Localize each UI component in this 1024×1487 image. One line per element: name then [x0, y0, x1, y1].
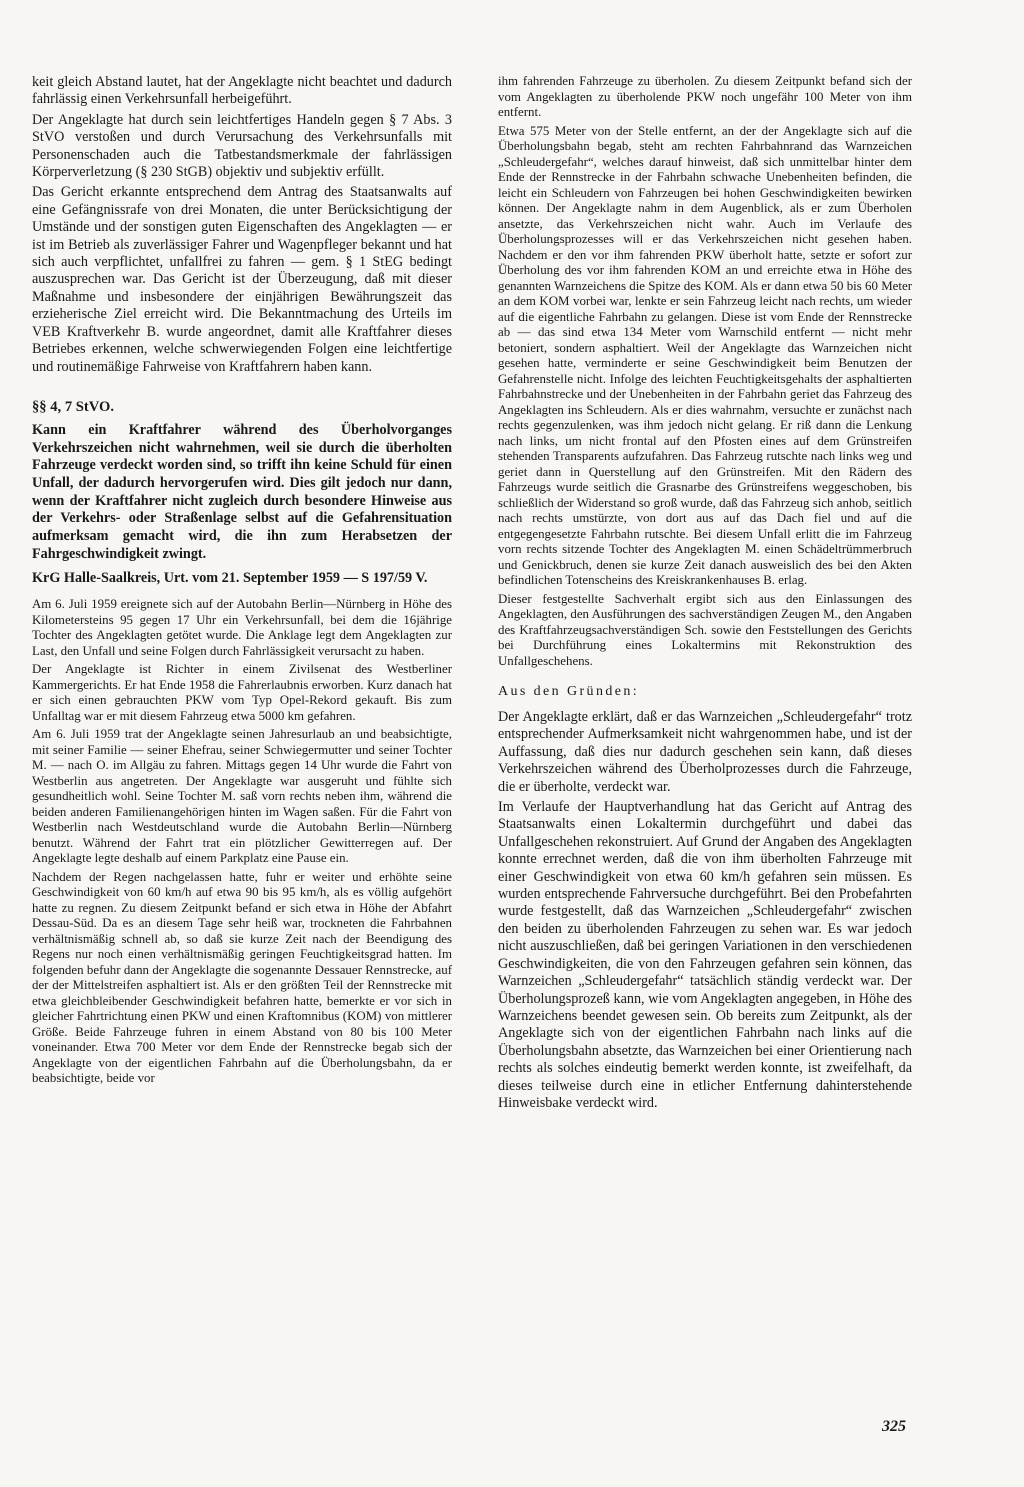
paragraph: Der Angeklagte erklärt, daß er das Warnzeichen „Schleudergefahr“ trotz entsprechender Aufmerksamkeit nicht wahrgenommen habe, und ist der Auffassung, daß dies nur dadurch geschehen sein kann, daß dieses Verkehrszeichen während des Überholprozesses durch die Fahrzeuge, die er überholte, verdeckt war.	[498, 709, 912, 795]
paragraph: Der Angeklagte hat durch sein leichtfertiges Handeln gegen § 7 Abs. 3 StVO verstoßen und durch Verursachung des Verkehrsunfalls mit Personenschaden auch die Tatbestandsmerkmale der fahrlässigen Körperverletzung (§ 230 StGB) objektiv und subjektiv erfüllt.	[32, 111, 452, 181]
paragraph: ihm fahrenden Fahrzeuge zu überholen. Zu diesem Zeitpunkt befand sich der vom Angeklagten zu überholende PKW noch ungefähr 100 Meter von ihm entfernt.	[498, 74, 912, 119]
left-column	[32, 74, 452, 1090]
paragraph: keit gleich Abstand lautet, hat der Angeklagte nicht beachtet und dadurch fahrlässig einen Verkehrsunfall herbeigeführt.	[32, 74, 452, 108]
paragraph: Das Gericht erkannte entsprechend dem Antrag des Staatsanwalts auf eine Gefängnissrafe von drei Monaten, die unter Berücksichtigung der Umstände und der sonstigen guten Eigenschaften des Angeklagten — er ist im Betrieb als zuverlässiger Fahrer und Wagenpfleger bekannt und hat sich auch verpflichtet, unfallfrei zu fahren — gem. § 1 StEG bedingt auszusprechen war. Das Gericht ist der Überzeugung, daß mit dieser Maßnahme und insbesondere der einjährigen Bewährungszeit das erzieherische Ziel erreicht wird. Die Bekanntmachung des Urteils im VEB Kraftverkehr B. wurde angeordnet, damit alle Kraftfahrer dieses Betriebes erkennen, welche schwerwiegenden Folgen eine leichtfertige und routinemäßige Fahrweise von Kraftfahrern haben kann.	[32, 184, 452, 375]
grounds-heading: Aus den Gründen:	[498, 684, 640, 699]
right-column	[498, 74, 912, 1115]
court-citation: KrG Halle-Saalkreis, Urt. vom 21. September 1959 — S 197/59 V.	[32, 569, 428, 586]
paragraph: Etwa 575 Meter von der Stelle entfernt, an der der Angeklagte sich auf die Überholungsbahn begab, steht am rechten Fahrbahnrand das Warnzeichen „Schleudergefahr“, welches darauf hinweist, daß sich unmittelbar hinter dem Ende der Rennstrecke in der Fahrbahn schwache Unebenheiten befinden, die leicht ein Schleudern von Fahrzeugen bei hohen Geschwindigkeiten bewirken können. Der Angeklagte nahm in dem Augenblick, als er zum Überholen ansetzte, das Verkehrszeichen nicht wahr. Auch im Verlaufe des Überholungsprozesses will er das Verkehrszeichen nicht gesehen haben. Nachdem er den vor ihm fahrenden PKW überholt hatte, setzte er sofort zur Überholung des vor ihm fahrenden KOM an und erreichte etwa in Höhe des genannten Warnzeichens die Spitze des KOM. Als er dann etwa 50 bis 60 Meter an dem KOM vorbei war, lenkte er sein Fahrzeug leicht nach rechts, um wieder auf die eigentliche Fahrbahn zu gelangen. Diese ist vom Ende der Rennstrecke ab — das sind etwa 134 Meter vom Warnschild entfernt — nicht mehr betoniert, sondern asphaltiert. Weil der Angeklagte das Warnzeichen nicht gesehen hatte, verminderte er seine Geschwindigkeit beim Benutzen der Gefahrenstelle nicht. Infolge des leichten Feuchtigkeitsgehalts der asphaltierten Fahrbahnstrecke und der Unebenheiten in der Fahrbahn geriet das Fahrzeug des Angeklagten ins Schleudern. Als er dies wahrnahm, versuchte er zunächst nach rechts gegenzulenken, was ihm jedoch nicht gelang. Er riß dann die Lenkung nach links, um nicht frontal auf den Pfosten eines auf dem Grünstreifen stehenden Transparents aufzufahren. Das Fahrzeug rutschte nach links weg und geriet dann in Querstellung auf den Grünstreifen. Mit den Rädern des Fahrzeugs wurde seitlich die Grasnarbe des Grünstreifens weggeschoben, bis schließlich der Widerstand so groß wurde, daß das Fahrzeug sich anhob, seitlich nach rechts umstürzte, von dort aus auf das Dach fiel und auf die entgegengesetzte Fahrbahn rutschte. Bei diesem Unfall erlitt die im Fahrzeug vorn rechts sitzende Tochter des Angeklagten M. einen Schädeltrümmerbruch und Genickbruch, denen sie kurze Zeit danach ausweislich des bei den Akten befindlichen Totenscheins des Kreiskrankenhauses B. erlag.	[498, 123, 912, 587]
paragraph: Nachdem der Regen nachgelassen hatte, fuhr er weiter und erhöhte seine Geschwindigkeit von 60 km/h auf etwa 90 bis 95 km/h, als es völlig aufgehört hatte zu regnen. Zu diesem Zeitpunkt befand er sich etwa in Höhe der Abfahrt Dessau-Süd. Da es an diesem Tage sehr heiß war, trockneten die Fahrbahnen verhältnismäßig schnell ab, so daß sie kurze Zeit nach der Beendigung des Regens nur noch einen verhältnismäßig geringen Feuchtigkeitsgrad hatten. Im folgenden befuhr dann der Angeklagte die sogenannte Dessauer Rennstrecke, auf der der Mittelstreifen asphaltiert ist. Als er den größten Teil der Rennstrecke mit etwa gleichbleibender Geschwindigkeit befahren hatte, bemerkte er vor sich in gleicher Fahrtrichtung einen PKW und einen Kraftomnibus (KOM) von mittlerer Größe. Beide Fahrzeuge fuhren in einem Abstand von 80 bis 100 Meter voneinander. Etwa 700 Meter vor dem Ende der Rennstrecke begab sich der Angeklagte von der eigentlichen Fahrbahn auf die Überholungsbahn, da er beabsichtigte, beide vor	[32, 869, 452, 1086]
headnote: Kann ein Kraftfahrer während des Überholvorganges Verkehrszeichen nicht wahrnehmen, weil sie durch die überholten Fahrzeuge verdeckt worden sind, so trifft ihn keine Schuld für einen Unfall, der dadurch hervorgerufen wird. Dies gilt jedoch nur dann, wenn der Kraftfahrer nicht zugleich durch besondere Hinweise aus der Verkehrs- oder Straßenlage selbst auf die Gefahrensituation aufmerksam gemacht wird, die ihn zum Herabsetzen der Fahrgeschwindigkeit zwingt.	[32, 421, 452, 562]
page-number: 325	[882, 1418, 906, 1435]
paragraph: Im Verlaufe der Hauptverhandlung hat das Gericht auf Antrag des Staatsanwalts einen Lokaltermin durchgeführt und dabei das Unfallgeschehen rekonstruiert. Auf Grund der Angaben des Angeklagten konnte errechnet werden, daß die von ihm überholten Fahrzeuge mit einer Geschwindigkeit von etwa 60 km/h gefahren sein müssen. Es wurden entsprechende Fahrversuche durchgeführt. Bei den Probefahrten wurde festgestellt, daß das Warnzeichen „Schleudergefahr“ zwischen den beiden zu überholenden Fahrzeugen zu sehen war. Es war jedoch nicht auszuschließen, daß bei geringen Variationen in den verschiedenen Geschwindigkeiten, die von den Fahrzeugen gefahren sein können, das Warnzeichen „Schleudergefahr“ tatsächlich ständig verdeckt war. Der Überholungsprozeß kann, wie vom Angeklagten angegeben, in Höhe des Warnzeichens beendet gewesen sein. Ob bereits zum Zeitpunkt, als der Angeklagte sich von der eigentlichen Fahrbahn nach links auf die Überholungsbahn absetzte, das Warnzeichen bei einer Orientierung nach rechts als solches eindeutig bemerkt werden konnte, ist zweifelhaft, da dieses teilweise durch eine in etlicher Entfernung dahinterstehende Hinweisbake verdeckt wird.	[498, 799, 912, 1111]
paragraph: Am 6. Juli 1959 ereignete sich auf der Autobahn Berlin—Nürnberg in Höhe des Kilometersteins 95 gegen 17 Uhr ein Verkehrsunfall, bei dem die 16jährige Tochter des Angeklagten getötet wurde. Die Anklage legt dem Angeklagten zur Last, den Unfall und seine Folgen durch Fahrlässigkeit verursacht zu haben.	[32, 597, 452, 658]
paragraph: Am 6. Juli 1959 trat der Angeklagte seinen Jahresurlaub an und beabsichtigte, mit seiner Familie — seiner Ehefrau, seiner Schwiegermutter und seiner Tochter M. — nach O. im Allgäu zu fahren. Mittags gegen 14 Uhr wurde die Fahrt von Westberlin aus angetreten. Der Angeklagte war ausgeruht und fühlte sich gesundheitlich wohl. Seine Tochter M. saß vorn rechts neben ihm, während die beiden anderen Familienangehörigen hinten im Wagen saßen. Für die Fahrt von Westberlin nach Westdeutschland wurde die Autobahn Berlin—Nürnberg benutzt. Während der Fahrt trat ein plötzlicher Gewitterregen auf. Der Angeklagte legte deshalb auf einem Parkplatz eine Pause ein.	[32, 727, 452, 866]
paragraph: Der Angeklagte ist Richter in einem Zivilsenat des Westberliner Kammergerichts. Er hat Ende 1958 die Fahrerlaubnis erworben. Kurz danach hat er sich einen gebrauchten PKW vom Typ Opel-Rekord gekauft. Bis zum Unfalltag war er mit diesem Fahrzeug etwa 5000 km gefahren.	[32, 662, 452, 723]
paragraph: Dieser festgestellte Sachverhalt ergibt sich aus den Einlassungen des Angeklagten, den Ausführungen des sachverständigen Zeugen M., den Angaben des Kraftfahrzeugsachverständigen Sch. sowie den Feststellungen des Gerichts bei Durchführung eines Lokaltermins mit Rekonstruktion des Unfallgeschehens.	[498, 591, 912, 668]
section-heading: §§ 4, 7 StVO.	[32, 398, 115, 415]
